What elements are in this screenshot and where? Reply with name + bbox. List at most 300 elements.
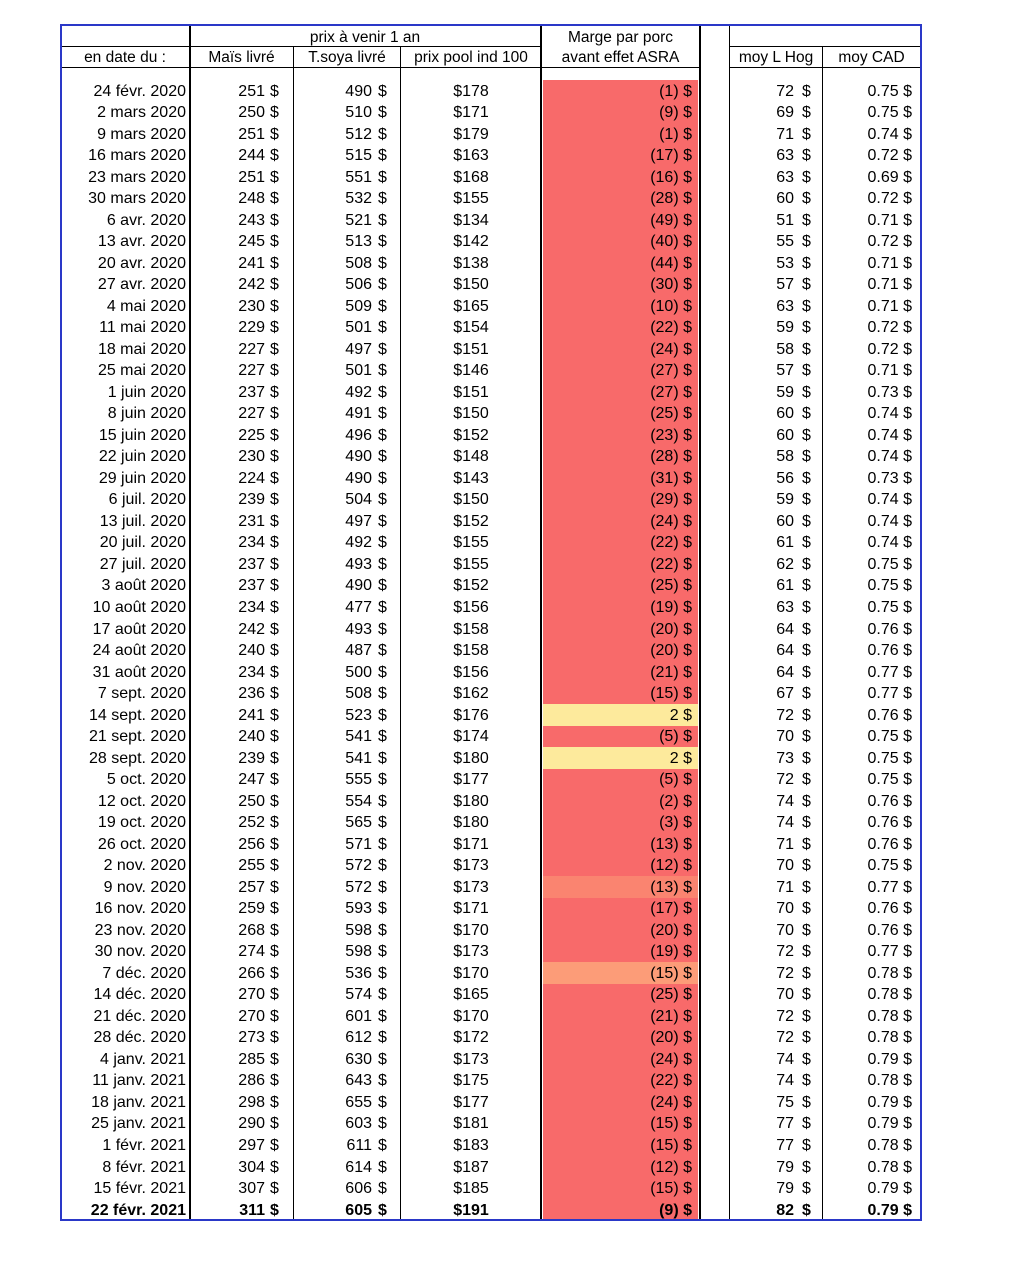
header-divider (190, 46, 541, 47)
header-mais: Maïs livré (208, 49, 275, 66)
cell-pool: $154 (453, 319, 489, 337)
cell-lhog-currency: $ (802, 943, 811, 961)
cell-soya: 521 (345, 211, 372, 229)
cell-soya: 605 (345, 1201, 372, 1219)
cell-mais-currency: $ (270, 943, 279, 961)
cell-mais: 250 (238, 792, 265, 810)
cell-pool: $150 (453, 491, 489, 509)
cell-lhog: 60 (776, 426, 794, 444)
cell-mais: 251 (238, 125, 265, 143)
cell-mais: 245 (238, 233, 265, 251)
cell-soya: 614 (345, 1158, 372, 1176)
cell-pool: $183 (453, 1136, 489, 1154)
cell-lhog: 59 (776, 383, 794, 401)
cell-date: 16 nov. 2020 (94, 900, 186, 918)
cell-mais-currency: $ (270, 620, 279, 638)
cell-marge: (17) $ (650, 147, 692, 165)
cell-date: 10 août 2020 (92, 598, 186, 616)
cell-pool: $180 (453, 749, 489, 767)
cell-mais: 266 (238, 964, 265, 982)
cell-pool: $142 (453, 233, 489, 251)
cell-cad: 0.71 $ (867, 254, 912, 272)
cell-soya: 501 (345, 319, 372, 337)
cell-date: 2 nov. 2020 (103, 857, 186, 875)
cell-cad: 0.74 $ (867, 426, 912, 444)
cell-soya-currency: $ (378, 405, 387, 423)
cell-lhog: 64 (776, 620, 794, 638)
cell-mais: 236 (238, 685, 265, 703)
cell-marge: (30) $ (650, 276, 692, 294)
cell-mais-currency: $ (270, 512, 279, 530)
cell-cad: 0.78 $ (867, 986, 912, 1004)
cell-mais: 247 (238, 771, 265, 789)
cell-marge: (44) $ (650, 254, 692, 272)
cell-lhog: 71 (776, 878, 794, 896)
cell-marge: (10) $ (650, 297, 692, 315)
cell-lhog: 61 (776, 534, 794, 552)
cell-mais: 239 (238, 491, 265, 509)
cell-date: 18 janv. 2021 (91, 1093, 186, 1111)
cell-lhog-currency: $ (802, 749, 811, 767)
cell-marge: 2 $ (669, 706, 692, 724)
cell-marge: (5) $ (659, 728, 692, 746)
cell-mais-currency: $ (270, 555, 279, 573)
cell-marge: (13) $ (650, 878, 692, 896)
cell-lhog: 55 (776, 233, 794, 251)
cell-mais-currency: $ (270, 534, 279, 552)
cell-mais: 241 (238, 706, 265, 724)
cell-cad: 0.72 $ (867, 340, 912, 358)
cell-lhog: 74 (776, 792, 794, 810)
cell-mais: 252 (238, 814, 265, 832)
cell-soya-currency: $ (378, 491, 387, 509)
cell-lhog-currency: $ (802, 168, 811, 186)
cell-mais-currency: $ (270, 1201, 279, 1219)
cell-mais: 237 (238, 577, 265, 595)
cell-soya-currency: $ (378, 771, 387, 789)
cell-cad: 0.72 $ (867, 147, 912, 165)
cell-lhog: 57 (776, 276, 794, 294)
cell-marge: (2) $ (659, 792, 692, 810)
cell-pool: $172 (453, 1029, 489, 1047)
cell-date: 1 juin 2020 (107, 383, 186, 401)
cell-date: 28 déc. 2020 (93, 1029, 186, 1047)
cell-mais-currency: $ (270, 792, 279, 810)
cell-date: 27 avr. 2020 (97, 276, 186, 294)
cell-pool: $181 (453, 1115, 489, 1133)
cell-cad: 0.76 $ (867, 642, 912, 660)
cell-soya-currency: $ (378, 1158, 387, 1176)
cell-cad: 0.76 $ (867, 620, 912, 638)
cell-mais: 225 (238, 426, 265, 444)
cell-soya-currency: $ (378, 426, 387, 444)
cell-mais: 243 (238, 211, 265, 229)
header-margin-line2: avant effet ASRA (561, 49, 680, 66)
cell-cad: 0.72 $ (867, 233, 912, 251)
cell-lhog: 79 (776, 1180, 794, 1198)
cell-date: 30 mars 2020 (88, 190, 186, 208)
cell-cad: 0.76 $ (867, 921, 912, 939)
cell-marge: (27) $ (650, 383, 692, 401)
cell-soya: 493 (345, 555, 372, 573)
cell-date: 12 oct. 2020 (97, 792, 186, 810)
cell-date: 29 juin 2020 (98, 469, 186, 487)
cell-date: 3 août 2020 (101, 577, 186, 595)
cell-mais-currency: $ (270, 297, 279, 315)
frame-left (60, 24, 62, 1221)
cell-lhog: 72 (776, 964, 794, 982)
cell-lhog: 77 (776, 1115, 794, 1133)
cell-cad: 0.71 $ (867, 276, 912, 294)
cell-mais: 311 (239, 1201, 265, 1219)
cell-mais: 231 (238, 512, 265, 530)
cell-date: 22 juin 2020 (98, 448, 186, 466)
cell-soya: 554 (345, 792, 372, 810)
cell-lhog: 62 (776, 555, 794, 573)
cell-date: 9 mars 2020 (97, 125, 186, 143)
cell-lhog: 74 (776, 1072, 794, 1090)
cell-mais: 250 (238, 104, 265, 122)
cell-mais-currency: $ (270, 383, 279, 401)
cell-mais-currency: $ (270, 1093, 279, 1111)
cell-lhog: 73 (776, 749, 794, 767)
cell-marge: (19) $ (650, 943, 692, 961)
cell-mais: 234 (238, 663, 265, 681)
cell-mais: 224 (238, 469, 265, 487)
cell-pool: $170 (453, 964, 489, 982)
cell-soya: 487 (345, 642, 372, 660)
cell-date: 24 févr. 2020 (93, 82, 186, 100)
cell-pool: $165 (453, 297, 489, 315)
cell-cad: 0.69 $ (867, 168, 912, 186)
cell-lhog-currency: $ (802, 728, 811, 746)
cell-soya: 611 (346, 1136, 372, 1154)
cell-cad: 0.75 $ (867, 555, 912, 573)
cell-pool: $148 (453, 448, 489, 466)
cell-pool: $180 (453, 814, 489, 832)
cell-lhog: 64 (776, 642, 794, 660)
cell-mais-currency: $ (270, 405, 279, 423)
cell-lhog: 69 (776, 104, 794, 122)
cell-soya-currency: $ (378, 254, 387, 272)
cell-soya: 551 (345, 168, 372, 186)
cell-date: 1 févr. 2021 (102, 1136, 186, 1154)
cell-mais: 290 (238, 1115, 265, 1133)
cell-lhog-currency: $ (802, 297, 811, 315)
cell-mais: 298 (238, 1093, 265, 1111)
cell-lhog-currency: $ (802, 577, 811, 595)
cell-lhog-currency: $ (802, 1180, 811, 1198)
cell-date: 14 sept. 2020 (89, 706, 186, 724)
cell-mais: 230 (238, 297, 265, 315)
cell-lhog: 72 (776, 1007, 794, 1025)
cell-mais-currency: $ (270, 319, 279, 337)
cell-soya: 572 (345, 857, 372, 875)
cell-date: 9 nov. 2020 (103, 878, 186, 896)
cell-soya-currency: $ (378, 233, 387, 251)
column-divider (293, 46, 294, 1220)
cell-soya-currency: $ (378, 469, 387, 487)
cell-mais-currency: $ (270, 1007, 279, 1025)
cell-soya-currency: $ (378, 1007, 387, 1025)
cell-lhog-currency: $ (802, 921, 811, 939)
cell-lhog: 70 (776, 921, 794, 939)
cell-cad: 0.73 $ (867, 383, 912, 401)
cell-marge: (23) $ (650, 426, 692, 444)
cell-pool: $171 (453, 104, 489, 122)
cell-lhog: 61 (776, 577, 794, 595)
cell-soya-currency: $ (378, 921, 387, 939)
header-pool: prix pool ind 100 (414, 49, 528, 66)
cell-mais-currency: $ (270, 878, 279, 896)
cell-lhog: 70 (776, 986, 794, 1004)
cell-lhog-currency: $ (802, 878, 811, 896)
cell-lhog: 67 (776, 685, 794, 703)
cell-cad: 0.78 $ (867, 964, 912, 982)
cell-soya: 643 (345, 1072, 372, 1090)
cell-marge: (22) $ (650, 534, 692, 552)
cell-lhog-currency: $ (802, 534, 811, 552)
cell-lhog-currency: $ (802, 792, 811, 810)
cell-soya: 490 (345, 82, 372, 100)
cell-mais: 227 (238, 405, 265, 423)
cell-soya: 493 (345, 620, 372, 638)
cell-date: 30 nov. 2020 (94, 943, 186, 961)
cell-lhog-currency: $ (802, 362, 811, 380)
cell-soya-currency: $ (378, 943, 387, 961)
cell-lhog-currency: $ (802, 986, 811, 1004)
cell-date: 25 janv. 2021 (91, 1115, 186, 1133)
cell-soya-currency: $ (378, 297, 387, 315)
cell-cad: 0.78 $ (867, 1007, 912, 1025)
cell-soya: 500 (345, 663, 372, 681)
header-divider (730, 46, 920, 47)
cell-lhog-currency: $ (802, 1201, 811, 1219)
cell-marge: (9) $ (659, 1201, 692, 1219)
cell-soya: 477 (345, 598, 372, 616)
cell-soya: 497 (345, 512, 372, 530)
cell-marge: (15) $ (650, 1180, 692, 1198)
cell-mais: 304 (238, 1158, 265, 1176)
cell-lhog-currency: $ (802, 900, 811, 918)
cell-mais-currency: $ (270, 598, 279, 616)
cell-lhog-currency: $ (802, 190, 811, 208)
cell-lhog-currency: $ (802, 620, 811, 638)
cell-mais: 240 (238, 642, 265, 660)
cell-lhog: 70 (776, 728, 794, 746)
cell-date: 4 mai 2020 (106, 297, 186, 315)
header-date: en date du : (84, 49, 166, 66)
cell-cad: 0.79 $ (867, 1201, 912, 1219)
cell-date: 15 févr. 2021 (93, 1180, 186, 1198)
cell-mais: 239 (238, 749, 265, 767)
cell-mais: 229 (238, 319, 265, 337)
cell-marge: (24) $ (650, 1093, 692, 1111)
frame-right (920, 24, 922, 1221)
cell-date: 23 mars 2020 (88, 168, 186, 186)
cell-date: 2 mars 2020 (97, 104, 186, 122)
cell-mais-currency: $ (270, 663, 279, 681)
cell-cad: 0.75 $ (867, 749, 912, 767)
cell-mais-currency: $ (270, 190, 279, 208)
header-lhog: moy L Hog (738, 49, 814, 66)
cell-mais: 273 (238, 1029, 265, 1047)
cell-marge: (25) $ (650, 405, 692, 423)
cell-soya: 532 (345, 190, 372, 208)
cell-date: 21 déc. 2020 (93, 1007, 186, 1025)
cell-mais: 285 (238, 1050, 265, 1068)
cell-marge: (20) $ (650, 921, 692, 939)
cell-marge: (21) $ (650, 663, 692, 681)
cell-mais: 251 (238, 82, 265, 100)
cell-marge: (40) $ (650, 233, 692, 251)
cell-pool: $156 (453, 663, 489, 681)
cell-soya-currency: $ (378, 1072, 387, 1090)
cell-soya-currency: $ (378, 1093, 387, 1111)
cell-mais-currency: $ (270, 1029, 279, 1047)
cell-mais-currency: $ (270, 1180, 279, 1198)
cell-cad: 0.75 $ (867, 857, 912, 875)
cell-lhog: 70 (776, 857, 794, 875)
cell-marge: (28) $ (650, 448, 692, 466)
cell-date: 6 avr. 2020 (106, 211, 186, 229)
cell-mais-currency: $ (270, 254, 279, 272)
cell-lhog: 77 (776, 1136, 794, 1154)
cell-mais-currency: $ (270, 986, 279, 1004)
cell-mais-currency: $ (270, 276, 279, 294)
cell-lhog: 60 (776, 405, 794, 423)
cell-pool: $155 (453, 190, 489, 208)
cell-marge: (15) $ (650, 964, 692, 982)
cell-lhog: 63 (776, 147, 794, 165)
cell-soya-currency: $ (378, 555, 387, 573)
cell-cad: 0.76 $ (867, 792, 912, 810)
cell-mais-currency: $ (270, 168, 279, 186)
cell-lhog-currency: $ (802, 835, 811, 853)
cell-date: 21 sept. 2020 (89, 728, 186, 746)
cell-date: 28 sept. 2020 (89, 749, 186, 767)
header-divider (62, 46, 190, 47)
cell-mais: 274 (238, 943, 265, 961)
cell-lhog: 74 (776, 1050, 794, 1068)
cell-mais: 248 (238, 190, 265, 208)
cell-cad: 0.79 $ (867, 1050, 912, 1068)
cell-lhog: 82 (776, 1201, 794, 1219)
cell-marge: (24) $ (650, 1050, 692, 1068)
cell-marge: (49) $ (650, 211, 692, 229)
cell-soya: 492 (345, 534, 372, 552)
cell-date: 31 août 2020 (92, 663, 186, 681)
cell-date: 8 juin 2020 (107, 405, 186, 423)
cell-soya-currency: $ (378, 835, 387, 853)
cell-mais-currency: $ (270, 469, 279, 487)
cell-lhog-currency: $ (802, 642, 811, 660)
cell-lhog: 57 (776, 362, 794, 380)
column-divider (190, 26, 191, 1220)
cell-date: 17 août 2020 (92, 620, 186, 638)
cell-cad: 0.71 $ (867, 211, 912, 229)
cell-mais-currency: $ (270, 1115, 279, 1133)
cell-soya: 655 (345, 1093, 372, 1111)
cell-lhog-currency: $ (802, 276, 811, 294)
cell-cad: 0.75 $ (867, 82, 912, 100)
cell-soya-currency: $ (378, 383, 387, 401)
cell-mais-currency: $ (270, 125, 279, 143)
cell-soya-currency: $ (378, 1180, 387, 1198)
cell-lhog-currency: $ (802, 1029, 811, 1047)
cell-mais: 230 (238, 448, 265, 466)
cell-soya: 574 (345, 986, 372, 1004)
cell-soya: 565 (345, 814, 372, 832)
cell-pool: $155 (453, 555, 489, 573)
cell-marge: (19) $ (650, 598, 692, 616)
cell-pool: $165 (453, 986, 489, 1004)
cell-cad: 0.72 $ (867, 319, 912, 337)
cell-lhog: 51 (776, 211, 794, 229)
cell-mais-currency: $ (270, 900, 279, 918)
cell-soya: 515 (345, 147, 372, 165)
cell-lhog-currency: $ (802, 1072, 811, 1090)
cell-marge: (29) $ (650, 491, 692, 509)
header-margin-line1: Marge par porc (567, 29, 674, 46)
cell-pool: $152 (453, 512, 489, 530)
cell-cad: 0.74 $ (867, 448, 912, 466)
cell-cad: 0.78 $ (867, 1158, 912, 1176)
cell-soya-currency: $ (378, 147, 387, 165)
cell-marge: (1) $ (659, 125, 692, 143)
cell-soya-currency: $ (378, 663, 387, 681)
cell-cad: 0.78 $ (867, 1029, 912, 1047)
cell-lhog: 53 (776, 254, 794, 272)
cell-pool: $143 (453, 469, 489, 487)
cell-cad: 0.72 $ (867, 190, 912, 208)
cell-soya-currency: $ (378, 900, 387, 918)
cell-soya-currency: $ (378, 512, 387, 530)
cell-mais-currency: $ (270, 104, 279, 122)
cell-cad: 0.75 $ (867, 728, 912, 746)
cell-mais: 227 (238, 340, 265, 358)
cell-mais-currency: $ (270, 685, 279, 703)
cell-marge: (22) $ (650, 1072, 692, 1090)
cell-soya-currency: $ (378, 362, 387, 380)
cell-date: 25 mai 2020 (97, 362, 186, 380)
cell-mais-currency: $ (270, 1072, 279, 1090)
cell-cad: 0.77 $ (867, 878, 912, 896)
cell-mais: 251 (238, 168, 265, 186)
frame-bottom (60, 1219, 922, 1221)
cell-lhog-currency: $ (802, 125, 811, 143)
cell-cad: 0.75 $ (867, 771, 912, 789)
cell-soya-currency: $ (378, 211, 387, 229)
cell-lhog-currency: $ (802, 383, 811, 401)
cell-mais: 286 (238, 1072, 265, 1090)
cell-soya-currency: $ (378, 792, 387, 810)
cell-pool: $187 (453, 1158, 489, 1176)
cell-lhog: 70 (776, 900, 794, 918)
cell-date: 11 janv. 2021 (92, 1072, 186, 1090)
cell-soya-currency: $ (378, 964, 387, 982)
cell-cad: 0.75 $ (867, 577, 912, 595)
cell-mais-currency: $ (270, 147, 279, 165)
cell-lhog: 75 (776, 1093, 794, 1111)
cell-soya-currency: $ (378, 1029, 387, 1047)
cell-marge: (20) $ (650, 642, 692, 660)
cell-pool: $177 (453, 771, 489, 789)
cell-date: 27 juil. 2020 (99, 555, 186, 573)
cell-soya-currency: $ (378, 125, 387, 143)
cell-marge: (15) $ (650, 1115, 692, 1133)
cell-lhog-currency: $ (802, 1136, 811, 1154)
